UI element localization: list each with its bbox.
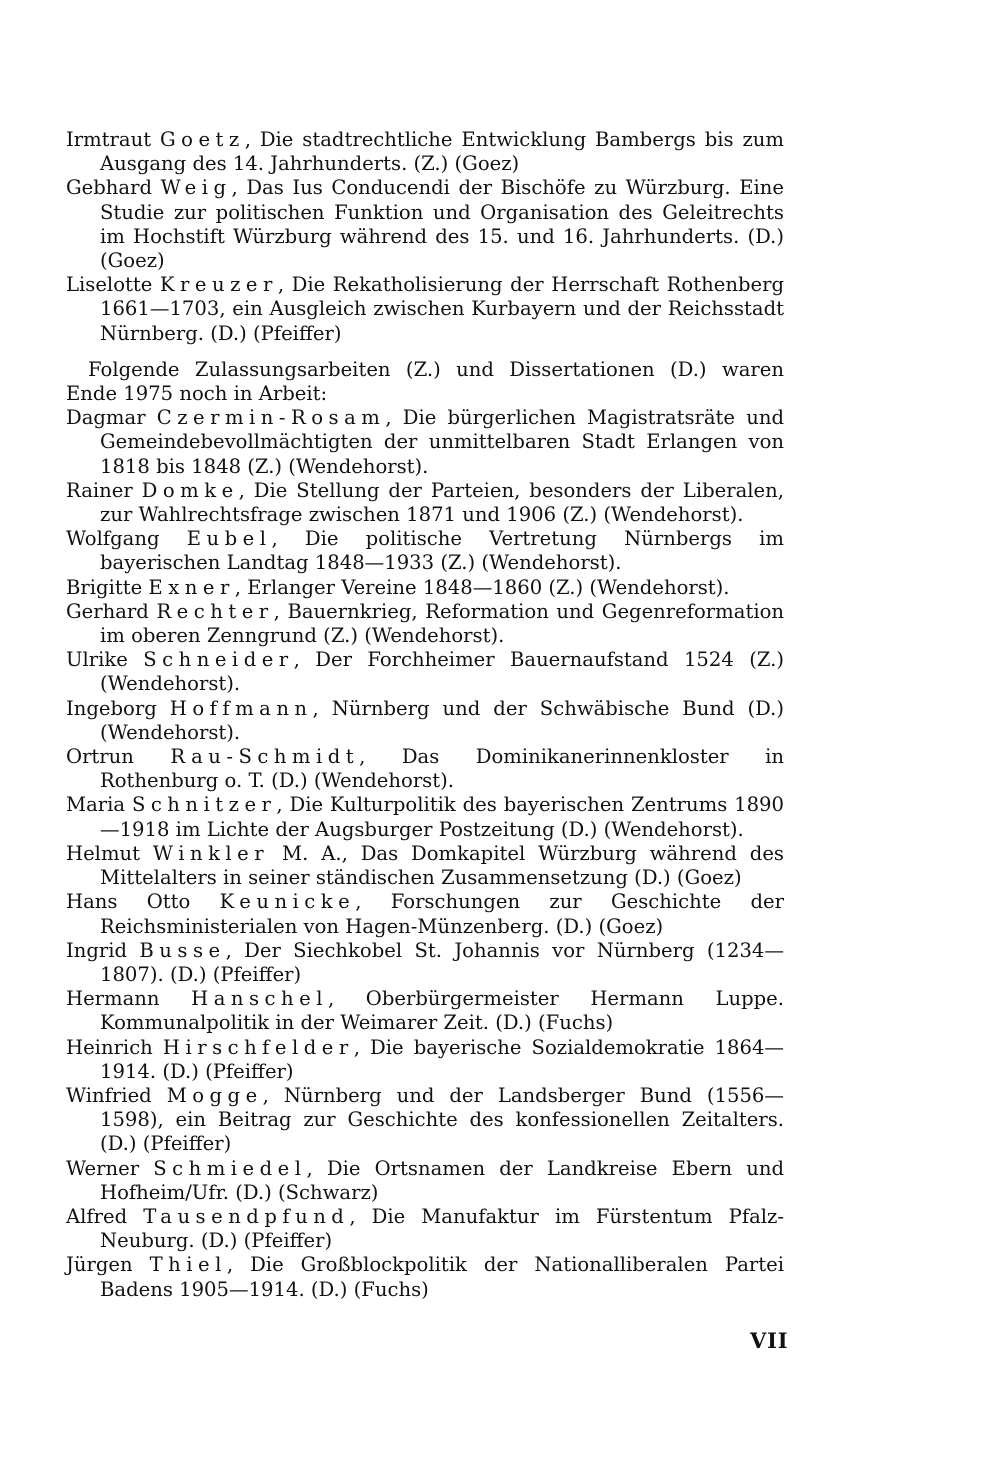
- author-first-name: Winfried: [66, 1083, 152, 1107]
- author-first-name: Werner: [66, 1156, 140, 1180]
- work-title: , Die bayerische Sozialdemokratie 1864—1914. (D.) (Pfeiffer): [100, 1035, 784, 1083]
- author-last-name: Busse: [139, 938, 226, 962]
- author-first-name: Ingeborg: [66, 696, 157, 720]
- author-last-name: Hirschfelder: [162, 1035, 354, 1059]
- author-last-name: Winkler: [152, 841, 270, 865]
- author-first-name: Maria: [66, 793, 126, 817]
- author-last-name: Schmiedel: [153, 1156, 307, 1180]
- bibliography-entry: [66, 890, 784, 938]
- work-title: , Oberbürgermeister Hermann Luppe. Kommunalpolitik in der Weimarer Zeit. (D.) (Fuchs): [100, 987, 784, 1035]
- author-last-name: Keunicke: [219, 890, 356, 914]
- work-title: , Forschungen zur Geschichte der Reichsministerialen von Hagen-Münzenberg. (D.) (Goez): [100, 890, 784, 938]
- bibliography-entry: [66, 479, 784, 527]
- work-title: , Das Dominikanerinnenkloster in Rothenburg o. T. (D.) (Wendehorst).: [100, 745, 784, 793]
- work-title: , Das Ius Conducendi der Bischöfe zu Würzburg. Eine Studie zur politischen Funktion und Organisation des Geleitrechts im Hochstift Würzburg während des 15. und 16. Jahrhunderts. (D.) (Goez): [100, 176, 784, 273]
- author-first-name: Heinrich: [66, 1035, 153, 1059]
- author-first-name: Hans Otto: [66, 890, 191, 914]
- bibliography-entry: [66, 1157, 784, 1205]
- author-last-name: Eubel: [186, 527, 272, 551]
- author-last-name: Goetz: [160, 128, 245, 151]
- author-last-name: Domke: [141, 478, 239, 502]
- work-title: , Erlanger Vereine 1848—1860 (Z.) (Wendehorst).: [234, 575, 730, 599]
- author-first-name: Liselotte: [66, 273, 153, 297]
- author-first-name: Ingrid: [66, 938, 128, 962]
- bibliography-entry: [66, 793, 784, 841]
- bibliography-entry: [66, 576, 784, 600]
- bibliography-entry: [66, 987, 784, 1035]
- author-first-name: Ortrun: [66, 745, 134, 769]
- bibliography-entry: [66, 939, 784, 987]
- bibliography-entry: [66, 697, 784, 745]
- work-title: , Nürnberg und der Landsberger Bund (1556—1598), ein Beitrag zur Geschichte des konfessionellen Zeitalters. (D.) (Pfeiffer): [100, 1083, 784, 1156]
- author-last-name: Rau-Schmidt: [170, 745, 360, 769]
- author-first-name: Brigitte: [66, 575, 143, 599]
- work-title: , Die Manufaktur im Fürstentum Pfalz-Neuburg. (D.) (Pfeiffer): [100, 1204, 785, 1253]
- author-last-name: Tausendpfund: [143, 1204, 350, 1228]
- work-title: , Der Forchheimer Bauernaufstand 1524 (Z.) (Wendehorst).: [100, 648, 784, 696]
- author-last-name: Weig: [160, 176, 232, 200]
- work-title: , Bauernkrieg, Reformation und Gegenreformation im oberen Zenngrund (Z.) (Wendehorst).: [100, 599, 784, 648]
- author-last-name: Mogge: [166, 1083, 263, 1107]
- works-in-progress-list: [66, 406, 784, 1302]
- work-title: , Die Stellung der Parteien, besonders der Liberalen, zur Wahlrechtsfrage zwischen 1871 und 1906 (Z.) (Wendehorst).: [100, 478, 784, 527]
- author-first-name: Jürgen: [66, 1253, 133, 1277]
- author-first-name: Gerhard: [66, 599, 149, 623]
- author-last-name: Hoffmann: [169, 696, 313, 720]
- author-last-name: Schneider: [143, 648, 294, 672]
- bibliography-entry: [66, 1205, 784, 1253]
- main-text: [66, 128, 784, 1302]
- work-title: , Die Rekatholisierung der Herrschaft Rothenberg 1661—1703, ein Ausgleich zwischen Kurbayern und der Reichsstadt Nürnberg. (D.) (Pfeiffer): [100, 273, 784, 345]
- completed-works-list: [66, 128, 784, 346]
- work-title: , Die Kulturpolitik des bayerischen Zentrums 1890—1918 im Lichte der Augsburger Postzeitung (D.) (Wendehorst).: [100, 793, 784, 841]
- author-first-name: Gebhard: [66, 176, 153, 200]
- bibliography-entry: [66, 128, 784, 176]
- bibliography-entry: [66, 842, 784, 890]
- bibliography-entry: [66, 527, 784, 575]
- author-first-name: Alfred: [66, 1204, 128, 1228]
- author-last-name: Hanschel: [191, 987, 328, 1011]
- author-last-name: Schnitzer: [131, 793, 277, 817]
- intro-paragraph: Folgende Zulassungsarbeiten (Z.) und Dissertationen (D.) waren Ende 1975 noch in Arbeit:: [66, 357, 784, 406]
- work-title: , Die bürgerlichen Magistratsräte und Gemeindebevollmächtigten der unmittelbaren Stadt Erlangen von 1818 bis 1848 (Z.) (Wendehorst).: [100, 406, 784, 478]
- bibliography-entry: [66, 648, 784, 696]
- bibliography-entry: [66, 273, 784, 346]
- author-last-name: Exner: [148, 575, 235, 599]
- author-last-name: Rechter: [156, 599, 274, 623]
- author-last-name: Kreuzer: [159, 273, 278, 297]
- work-title: , Die Ortsnamen der Landkreise Ebern und Hofheim/Ufr. (D.) (Schwarz): [100, 1156, 784, 1204]
- author-last-name: Thiel: [149, 1253, 227, 1277]
- author-first-name: Rainer: [66, 478, 133, 502]
- author-first-name: Irmtraut: [66, 128, 152, 151]
- bibliography-entry: [66, 1036, 784, 1084]
- author-first-name: Dagmar: [66, 406, 146, 430]
- author-first-name: Hermann: [66, 987, 160, 1011]
- work-title: , Die Großblockpolitik der Nationalliberalen Partei Badens 1905—1914. (D.) (Fuchs): [100, 1253, 784, 1301]
- author-first-name: Helmut: [66, 841, 141, 865]
- work-title: , Der Siechkobel St. Johannis vor Nürnberg (1234—1807). (D.) (Pfeiffer): [100, 938, 784, 986]
- bibliography-entry: [66, 176, 784, 273]
- bibliography-entry: [66, 1253, 784, 1301]
- work-title: , Nürnberg und der Schwäbische Bund (D.) (Wendehorst).: [100, 696, 784, 744]
- bibliography-entry: [66, 1084, 784, 1157]
- work-title: , Die politische Vertretung Nürnbergs im bayerischen Landtag 1848—1933 (Z.) (Wendehorst).: [100, 527, 785, 575]
- page-number: VII: [750, 1328, 789, 1353]
- bibliography-entry: [66, 406, 784, 479]
- bibliography-entry: [66, 745, 784, 793]
- bibliography-entry: [66, 600, 784, 648]
- author-first-name: Wolfgang: [66, 527, 160, 551]
- work-title: , Die stadtrechtliche Entwicklung Bambergs bis zum Ausgang des 14. Jahrhunderts. (Z.) (Goez): [100, 128, 784, 176]
- author-first-name: Ulrike: [66, 648, 128, 672]
- author-last-name: Czermin-Rosam: [156, 406, 386, 430]
- work-title: M. A., Das Domkapitel Würzburg während des Mittelalters in seiner ständischen Zusammensetzung (D.) (Goez): [100, 841, 784, 890]
